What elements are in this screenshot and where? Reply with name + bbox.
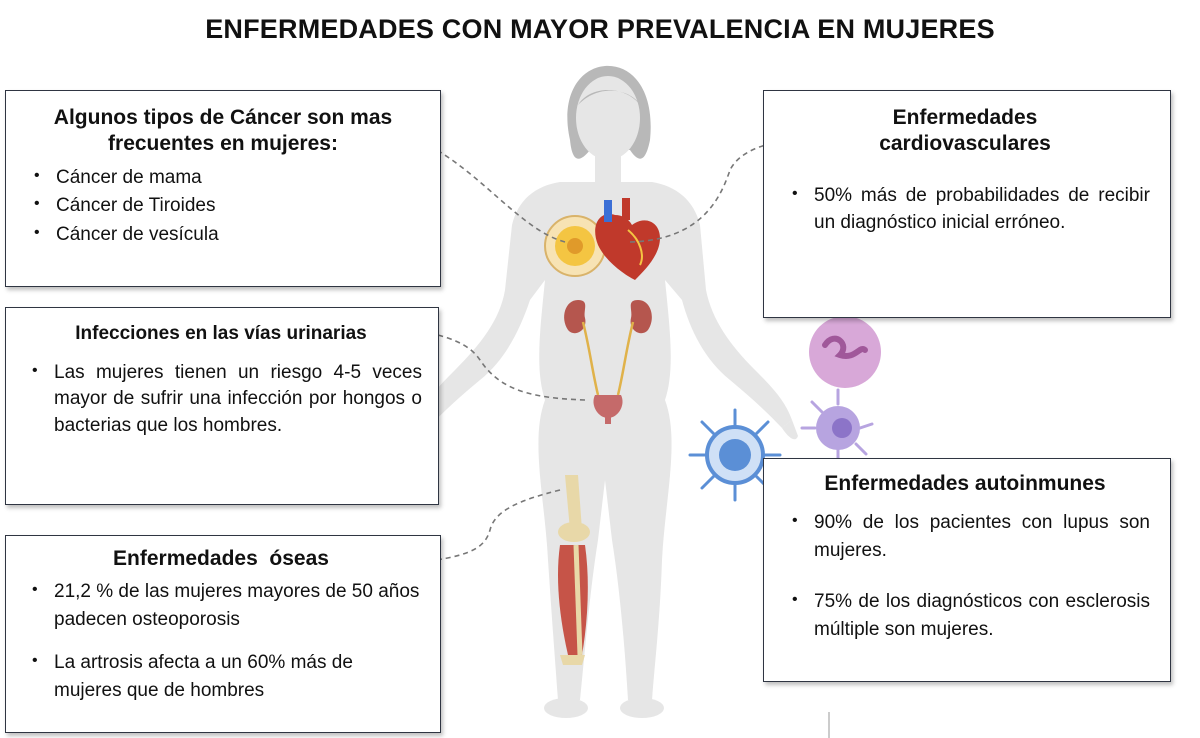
- autoimmune-list: [780, 509, 1150, 643]
- cancer-list: [20, 164, 426, 250]
- list-item: • Cáncer de vesícula: [20, 221, 426, 250]
- cardio-heading-line2: cardiovasculares: [879, 132, 1051, 156]
- cardio-heading-line1: Enfermedades: [892, 106, 1038, 129]
- cardio-list: [780, 182, 1150, 237]
- neck: [595, 156, 621, 186]
- woman-body: [412, 66, 798, 718]
- autoimmune-heading: Enfermedades autoinmunes: [824, 472, 1106, 495]
- bone-diseases-box: [5, 535, 441, 733]
- list-item: • 90% de los pacientes con lupus son mujeres.: [780, 509, 1150, 564]
- bone-list: [20, 578, 422, 704]
- urinary-heading: Infecciones en las vías urinarias: [75, 323, 367, 344]
- breast-icon: [545, 216, 605, 276]
- bone-heading: Enfermedades óseas: [113, 547, 329, 570]
- list-item: • 50% más de probabilidades de recibir un diagnóstico inicial erróneo.: [780, 182, 1150, 237]
- cardiovascular-box: [763, 90, 1171, 318]
- cancer-heading-line2: frecuentes en mujeres:: [108, 132, 338, 156]
- list-item: • Cáncer de Tiroides: [20, 192, 426, 221]
- urinary-list: [20, 360, 422, 440]
- autoimmune-box: [763, 458, 1171, 682]
- list-item: • Las mujeres tienen un riesgo 4-5 veces mayor de sufrir una infección por hongos o bacterias que los hombres.: [20, 360, 422, 440]
- list-item: • 75% de los diagnósticos con esclerosis múltiple son mujeres.: [780, 588, 1150, 643]
- cardio-heading: [780, 105, 1150, 158]
- cancer-box: [5, 90, 441, 287]
- urinary-infections-box: [5, 307, 439, 505]
- cancer-heading: [20, 105, 426, 158]
- list-item: • La artrosis afecta a un 60% más de mujeres que de hombres: [20, 649, 422, 704]
- list-item: • Cáncer de mama: [20, 164, 426, 193]
- page-title: ENFERMEDADES CON MAYOR PREVALENCIA EN MUJERES: [205, 14, 995, 44]
- cancer-heading-line1: Algunos tipos de Cáncer son mas: [53, 106, 393, 129]
- head: [576, 76, 640, 160]
- list-item: • 21,2 % de las mujeres mayores de 50 años padecen osteoporosis: [20, 578, 422, 633]
- arrow-bone: [422, 490, 560, 562]
